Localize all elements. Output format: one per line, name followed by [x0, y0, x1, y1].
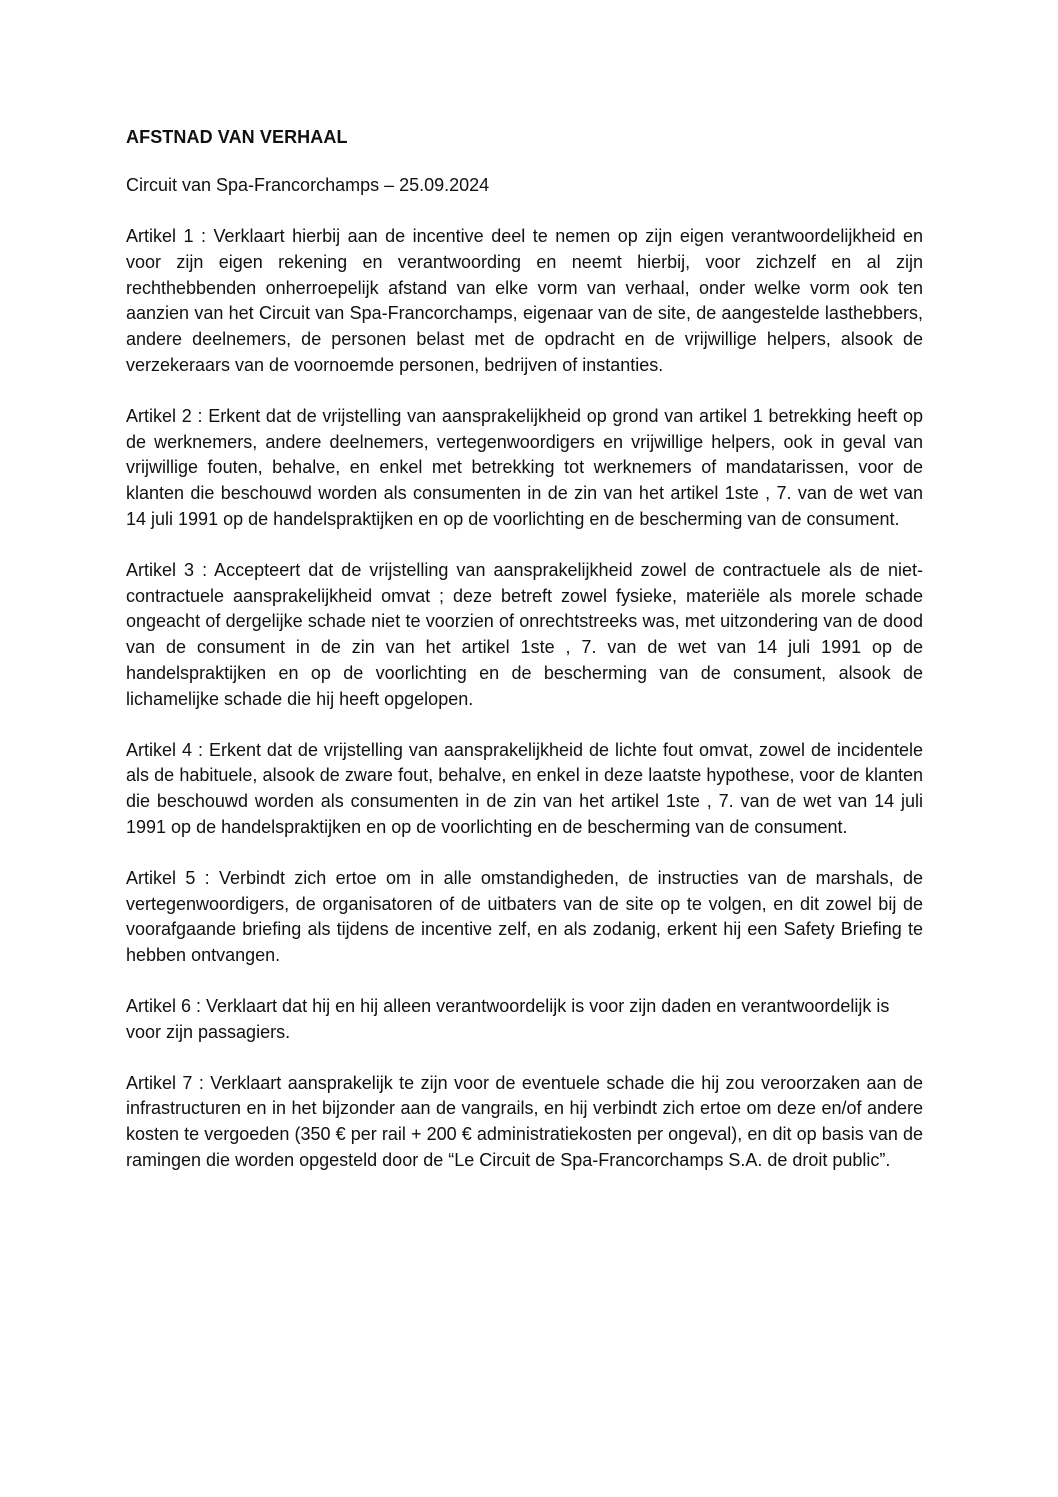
article-1: Artikel 1 : Verklaart hierbij aan de incentive deel te nemen op zijn eigen verantwoordelijkheid en voor zijn eigen rekening en verantwoording en neemt hierbij, voor zichzelf en al zijn rechthebbenden onherroepelijk afstand van elke vorm van verhaal, onder welke vorm ook ten aanzien van het Circuit van Spa-Francorchamps, eigenaar van de site, de aangestelde lasthebbers, andere deelnemers, de personen belast met de opdracht en de vrijwillige helpers, alsook de verzekeraars van de voornoemde personen, bedrijven of instanties.	[126, 226, 923, 375]
article-2: Artikel 2 : Erkent dat de vrijstelling van aansprakelijkheid op grond van artikel 1 betrekking heeft op de werknemers, andere deelnemers, vertegenwoordigers en vrijwillige helpers, ook in geval van vrijwillige fouten, behalve, en enkel met betrekking tot werknemers of mandatarissen, voor de klanten die beschouwd worden als consumenten in de zin van het artikel 1ste , 7. van de wet van 14 juli 1991 op de handelspraktijken en op de voorlichting en de bescherming van de consument.	[126, 405, 923, 529]
article-6: Artikel 6 : Verklaart dat hij en hij alleen verantwoordelijk is voor zijn daden en verantwoordelijk is voor zijn passagiers.	[126, 995, 890, 1042]
article-7: Artikel 7 : Verklaart aansprakelijk te zijn voor de eventuele schade die hij zou veroorzaken aan de infrastructuren en in het bijzonder aan de vangrails, en hij verbindt zich ertoe om deze en/of andere kosten te vergoeden (350 € per rail + 200 € administratiekosten per ongeval), en dit op basis van de ramingen die worden opgesteld door de “Le Circuit de Spa-Francorchamps S.A. de droit public”.	[126, 1072, 923, 1170]
article-4: Artikel 4 : Erkent dat de vrijstelling van aansprakelijkheid de lichte fout omvat, zowel de incidentele als de habituele, alsook de zware fout, behalve, en enkel in deze laatste hypothese, voor de klanten die beschouwd worden als consumenten in de zin van het artikel 1ste , 7. van de wet van 14 juli 1991 op de handelspraktijken en op de voorlichting en de bescherming van de consument.	[126, 739, 923, 837]
article-5: Artikel 5 : Verbindt zich ertoe om in alle omstandigheden, de instructies van de marshals, de vertegenwoordigers, de organisatoren of de uitbaters van de site op te volgen, en dit zowel bij de voorafgaande briefing als tijdens de incentive zelf, en als zodanig, erkent hij een Safety Briefing te hebben ontvangen.	[126, 867, 923, 966]
article-3: Artikel 3 : Accepteert dat de vrijstelling van aansprakelijkheid zowel de contractuele als de niet-contractuele aansprakelijkheid omvat ; deze betreft zowel fysieke, materiële als morele schade ongeacht of dergelijke schade niet te voorzien of onrechtstreeks was, met uitzondering van de dood van de consument in de zin van het artikel 1ste , 7. van de wet van 14 juli 1991 op de handelspraktijken en op de voorlichting en de bescherming van de consument, alsook de lichamelijke schade die hij heeft opgelopen.	[126, 559, 923, 709]
document-subtitle: Circuit van Spa-Francorchamps – 25.09.2024	[126, 175, 490, 195]
document-page	[126, 124, 923, 1199]
document-title: AFSTNAD VAN VERHAAL	[126, 127, 348, 147]
